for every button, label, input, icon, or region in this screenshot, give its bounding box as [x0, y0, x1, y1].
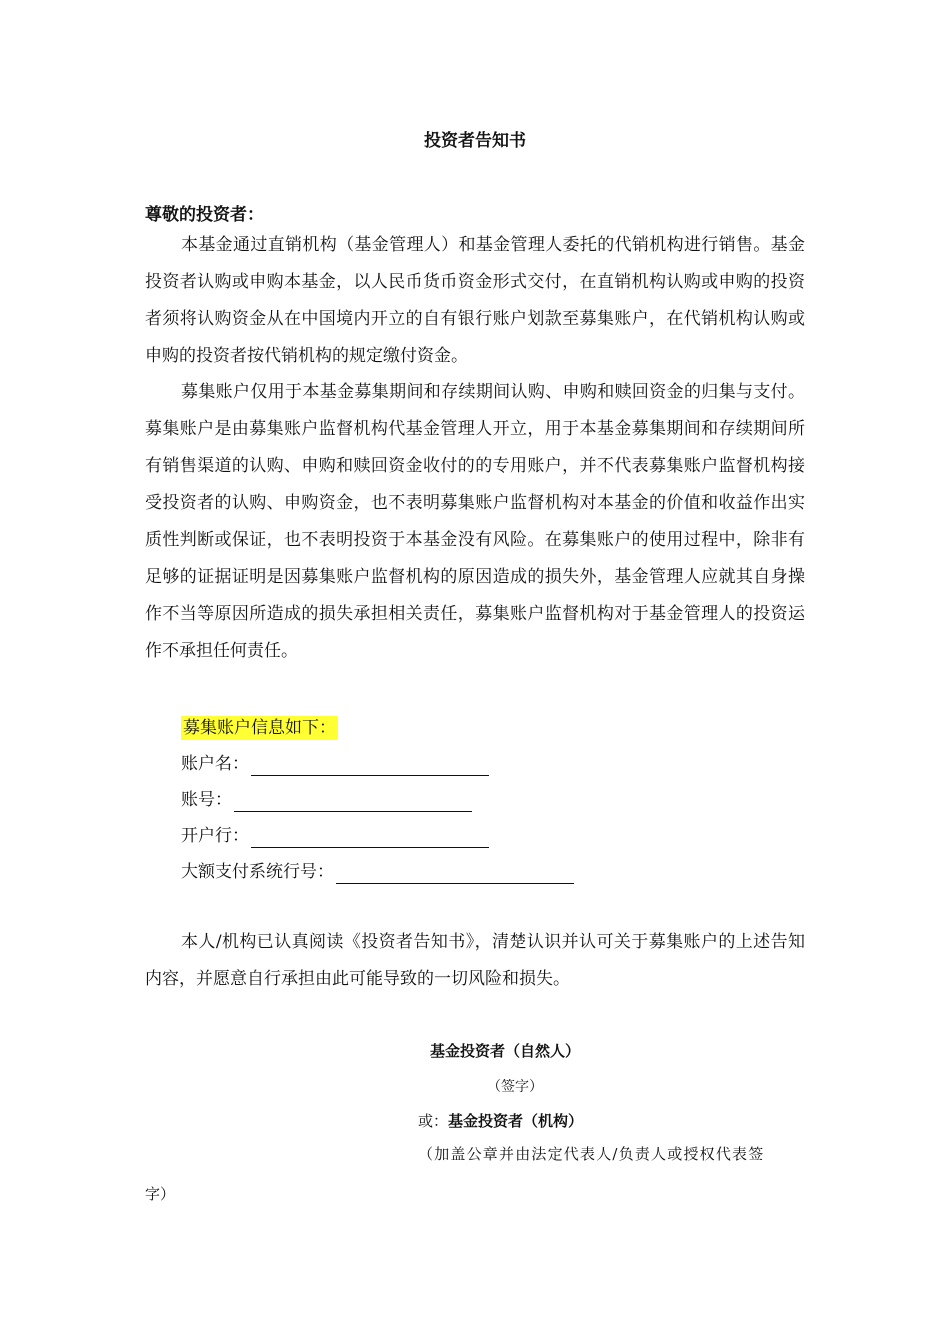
seal-note-line1: （加盖公章并由法定代表人/负责人或授权代表签: [418, 1145, 765, 1163]
paragraph-sales-channels: 本基金通过直销机构（基金管理人）和基金管理人委托的代销机构进行销售。基金投资者认购或申购本基金，以人民币货币资金形式交付，在直销机构认购或申购的投资者须将认购资金从在中国境内开立的自有银行账户划款至募集账户，在代销机构认购或申购的投资者按代销机构的规定缴付资金。: [145, 235, 805, 366]
account-name-blank[interactable]: [251, 757, 489, 776]
bank-blank[interactable]: [251, 829, 489, 848]
paragraph-acknowledgement: 本人/机构已认真阅读《投资者告知书》，清楚认识并认可关于募集账户的上述告知内容，并愿意自行承担由此可能导致的一切风险和损失。: [145, 932, 805, 989]
payment-system-label: 大额支付系统行号：: [181, 862, 334, 882]
account-number-label: 账号：: [181, 790, 232, 810]
signature-institution: 基金投资者（机构）: [448, 1112, 584, 1130]
signature-or-prefix: 或：: [418, 1112, 449, 1130]
signature-sign-note: （签字）: [487, 1079, 543, 1095]
bank-field: [181, 824, 489, 848]
account-number-field: [181, 788, 472, 812]
paragraph-account-usage: 募集账户仅用于本基金募集期间和存续期间认购、申购和赎回资金的归集与支付。募集账户是由募集账户监督机构代基金管理人开立，用于本基金募集期间和存续期间所有销售渠道的认购、申购和赎回资金收付的的专用账户，并不代表募集账户监督机构接受投资者的认购、申购资金，也不表明募集账户监督机构对本基金的价值和收益作出实质性判断或保证，也不表明投资于本基金没有风险。在募集账户的使用过程中，除非有足够的证据证明是因募集账户监督机构的原因造成的损失外，基金管理人应就其自身操作不当等原因所造成的损失承担相关责任，募集账户监督机构对于基金管理人的投资运作不承担任何责任。: [145, 382, 805, 661]
account-info-heading: 募集账户信息如下：: [183, 718, 336, 738]
account-number-blank[interactable]: [234, 793, 472, 812]
bank-label: 开户行：: [181, 826, 249, 846]
document-title: 投资者告知书: [424, 131, 526, 151]
payment-system-blank[interactable]: [336, 865, 574, 884]
payment-system-field: [181, 860, 574, 884]
seal-note-line2: 字）: [145, 1185, 176, 1203]
account-name-field: [181, 752, 489, 776]
signature-institution-line: [418, 1110, 583, 1131]
salutation: 尊敬的投资者：: [145, 205, 264, 225]
signature-natural-person: 基金投资者（自然人）: [430, 1042, 581, 1060]
account-name-label: 账户名：: [181, 754, 249, 774]
